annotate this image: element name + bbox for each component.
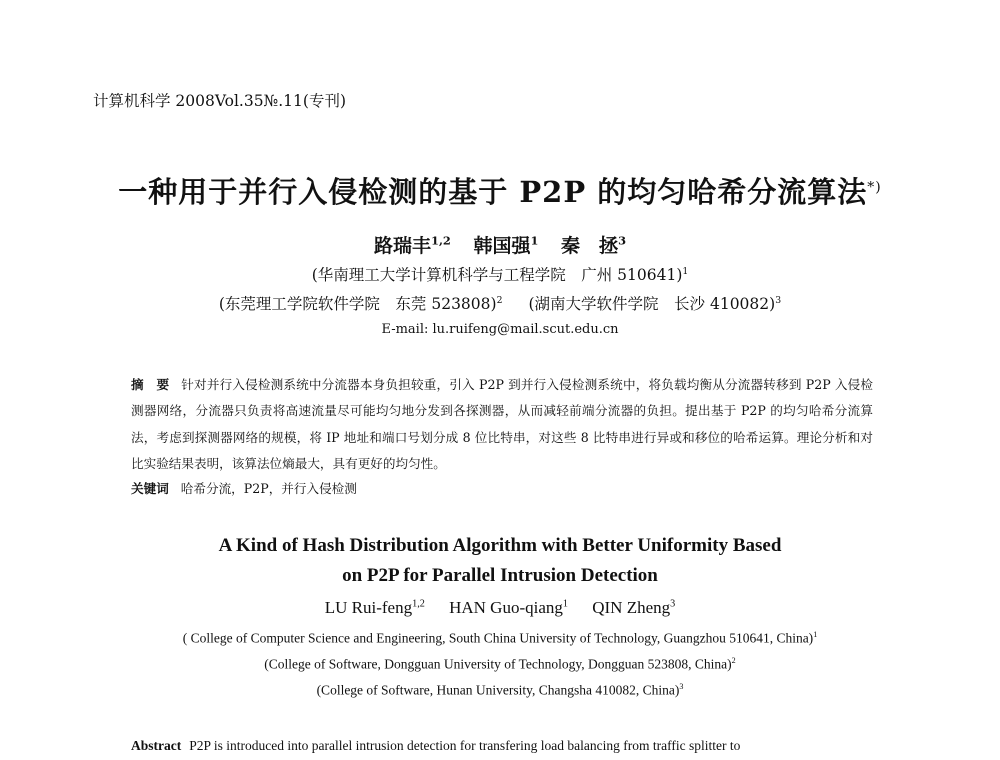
affiliation-en-2-text: (College of Software, Dongguan University of Technology, Dongguan 523808, China) bbox=[264, 656, 732, 672]
affiliation-en-3-text: (College of Software, Hunan University, Changsha 410082, China) bbox=[316, 682, 680, 698]
abstract-en-label: Abstract bbox=[131, 738, 182, 753]
abstract-cn-text: 针对并行入侵检测系统中分流器本身负担较重，引入 P2P 到并行入侵检测系统中，将负载均衡从分流器转移到 P2P 入侵检测器网络，分流器只负责将高速流量尽可能均匀地分发到各探测器，从而减轻前端分流器的负担。提出基于 P2P 的均匀哈希分流算法，考虑到探测器网络的规模，将 IP 地址和端口号划分成 8 位比特串，对这些 8 比特串进行异或和移位的哈希运算。理论分析和对比实验结果表明，该算法位熵最大，具有更好的均匀性。 bbox=[131, 377, 874, 472]
affiliation-en-1-sup: 1 bbox=[813, 630, 818, 639]
author-cn-3: 秦 拯 bbox=[561, 235, 619, 257]
journal-header: 计算机科学 2008Vol.35№.11(专刊) bbox=[93, 92, 346, 110]
title-footnote-mark: *) bbox=[867, 179, 882, 196]
author-email: E-mail: lu.ruifeng@mail.scut.edu.cn bbox=[381, 322, 619, 337]
author-cn-3-sup: 3 bbox=[618, 233, 626, 248]
affiliation-cn-2b-text: (湖南大学软件学院 长沙 410082) bbox=[528, 295, 776, 313]
abstract-chinese bbox=[131, 372, 873, 478]
keywords-chinese bbox=[131, 478, 357, 497]
affiliation-en-1 bbox=[0, 630, 1000, 647]
author-en-1-sup: 1,2 bbox=[412, 598, 425, 610]
keywords-cn-text: 哈希分流，P2P，并行入侵检测 bbox=[180, 481, 357, 496]
author-cn-1-sup: 1,2 bbox=[431, 233, 451, 248]
author-en-3-sup: 3 bbox=[670, 598, 676, 610]
author-en-3: QIN Zheng bbox=[592, 598, 671, 617]
authors-english bbox=[0, 598, 1000, 618]
author-cn-2-sup: 1 bbox=[530, 233, 539, 248]
affiliation-cn-1 bbox=[0, 263, 1000, 285]
author-en-2: HAN Guo-qiang bbox=[449, 598, 563, 617]
affiliation-en-2 bbox=[0, 656, 1000, 673]
author-en-1: LU Rui-feng bbox=[324, 598, 413, 617]
author-en-2-sup: 1 bbox=[562, 598, 568, 610]
abstract-en-text: P2P is introduced into parallel intrusion detection for transfering load balancing from traffic splitter to bbox=[189, 738, 741, 753]
affiliation-en-1-text: ( College of Computer Science and Engineering, South China University of Technology, Guangzhou 510641, China) bbox=[182, 630, 814, 646]
author-cn-1: 路瑞丰 bbox=[374, 235, 432, 257]
title-chinese-text: 一种用于并行入侵检测的基于 P2P 的均匀哈希分流算法 bbox=[118, 175, 868, 209]
title-chinese bbox=[0, 170, 1000, 211]
affiliation-cn-2a-sup: 2 bbox=[496, 294, 503, 306]
affiliation-en-3-sup: 3 bbox=[679, 682, 684, 691]
affiliation-cn-2b-sup: 3 bbox=[775, 294, 782, 306]
abstract-english bbox=[131, 738, 740, 754]
affiliation-en-2-sup: 2 bbox=[731, 656, 736, 665]
author-cn-2: 韩国强 bbox=[473, 235, 531, 257]
affiliation-cn-2a-text: (东莞理工学院软件学院 东莞 523808) bbox=[218, 295, 497, 313]
title-english-line-2: on P2P for Parallel Intrusion Detection bbox=[342, 565, 658, 586]
abstract-cn-label: 摘 要 bbox=[131, 377, 170, 392]
affiliation-en-3 bbox=[0, 682, 1000, 699]
affiliation-cn-1-text: (华南理工大学计算机科学与工程学院 广州 510641) bbox=[311, 266, 683, 284]
affiliation-cn-2 bbox=[0, 292, 1000, 314]
keywords-cn-label: 关键词 bbox=[131, 481, 169, 496]
title-english-line-1: A Kind of Hash Distribution Algorithm with Better Uniformity Based bbox=[218, 535, 782, 556]
authors-chinese bbox=[0, 231, 1000, 258]
affiliation-cn-1-sup: 1 bbox=[682, 265, 689, 277]
